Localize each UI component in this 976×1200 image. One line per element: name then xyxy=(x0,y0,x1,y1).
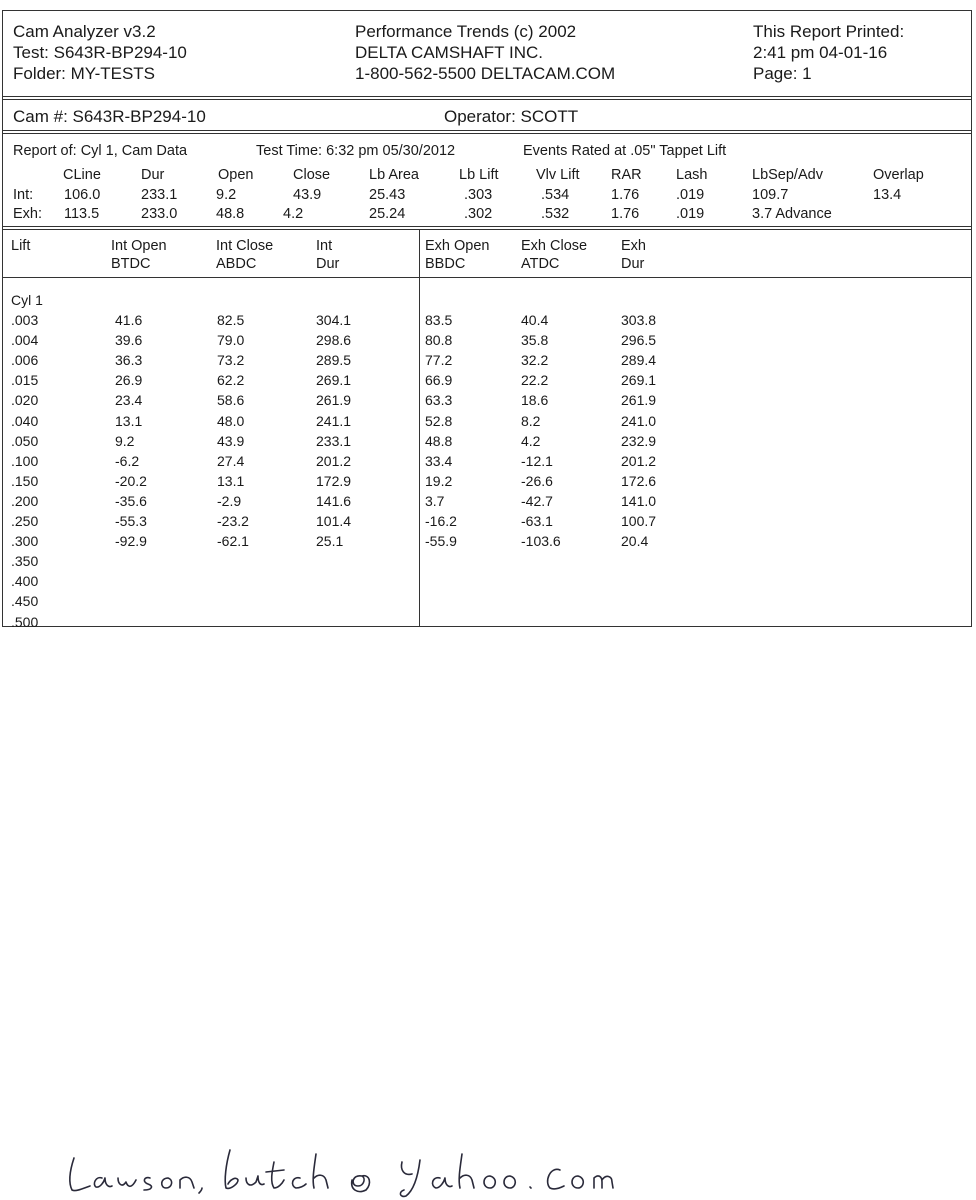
exh-dur: 233.0 xyxy=(141,206,178,222)
lift-cell: .100 xyxy=(11,452,39,469)
int-lbsep: 109.7 xyxy=(752,187,789,203)
int-lash: .019 xyxy=(676,187,705,203)
exh-dur-cell: 232.9 xyxy=(621,432,657,449)
exh-open-cell: -16.2 xyxy=(425,513,457,530)
int-dur-cell: 304.1 xyxy=(316,312,352,329)
int-dur-column xyxy=(316,290,351,551)
lift-cell: .050 xyxy=(11,432,39,449)
int-close-cell: 73.2 xyxy=(217,352,245,369)
test-name: Test: S643R-BP294-10 xyxy=(13,43,187,62)
int-open: 9.2 xyxy=(216,187,237,203)
header-int-dur-sub: Dur xyxy=(316,256,340,272)
int-close-cell: 13.1 xyxy=(217,472,245,489)
int-open-cell: 13.1 xyxy=(115,412,143,429)
exh-open-cell: 83.5 xyxy=(425,312,453,329)
int-dur-cell: 25.1 xyxy=(316,533,344,550)
exh-close-cell: 35.8 xyxy=(521,332,549,349)
exh-label: Exh: xyxy=(13,206,43,222)
int-close-cell: 62.2 xyxy=(217,372,245,389)
int-dur-cell: 298.6 xyxy=(316,332,352,349)
cam-number: Cam #: S643R-BP294-10 xyxy=(13,107,206,126)
exh-close: 4.2 xyxy=(283,206,304,222)
lift-column xyxy=(11,290,43,632)
header-int-open-sub: BTDC xyxy=(111,256,151,272)
header-exh-open: Exh Open xyxy=(425,238,490,254)
exh-close-cell: 8.2 xyxy=(521,412,541,429)
exh-close-cell: -12.1 xyxy=(521,452,553,469)
header-exh-close: Exh Close xyxy=(521,238,588,254)
cylinder-label: Cyl 1 xyxy=(11,292,43,308)
int-open-cell: -6.2 xyxy=(115,452,140,469)
header-exh-dur-sub: Dur xyxy=(621,256,645,272)
exh-open-cell: 33.4 xyxy=(425,452,453,469)
int-dur-cell: 233.1 xyxy=(316,432,352,449)
exh-close-cell: 4.2 xyxy=(521,432,541,449)
int-dur-cell: 201.2 xyxy=(316,452,352,469)
lift-cell: .350 xyxy=(11,553,39,570)
lift-cell: .020 xyxy=(11,392,39,409)
operator-name: Operator: SCOTT xyxy=(444,107,579,126)
exh-open-cell: 66.9 xyxy=(425,372,453,389)
lift-cell: .150 xyxy=(11,472,39,489)
exh-open-cell: 63.3 xyxy=(425,392,453,409)
summary-header-dur: Dur xyxy=(141,167,165,183)
cam-analyzer-report xyxy=(2,10,972,630)
int-cline: 106.0 xyxy=(64,187,101,203)
int-open-cell: 36.3 xyxy=(115,352,143,369)
int-close-cell: -62.1 xyxy=(217,533,249,550)
int-close-cell: 58.6 xyxy=(217,392,245,409)
int-close-cell: 27.4 xyxy=(217,452,245,469)
exh-close-column xyxy=(521,290,561,551)
int-dur-cell: 269.1 xyxy=(316,372,352,389)
exh-dur-cell: 303.8 xyxy=(621,312,657,329)
exh-open-cell: 19.2 xyxy=(425,472,453,489)
exh-dur-cell: 20.4 xyxy=(621,533,649,550)
program-name: Cam Analyzer v3.2 xyxy=(13,22,156,41)
lift-cell: .006 xyxy=(11,352,39,369)
int-dur-cell: 241.1 xyxy=(316,412,352,429)
int-open-cell: 41.6 xyxy=(115,312,143,329)
exh-dur-column xyxy=(621,290,656,551)
summary-header-vlv-lift: Vlv Lift xyxy=(536,167,580,183)
summary-header-lb-area: Lb Area xyxy=(369,167,419,183)
int-vlv-lift: .534 xyxy=(541,187,570,203)
header-lift: Lift xyxy=(11,238,31,254)
exh-rar: 1.76 xyxy=(611,206,640,222)
table-header-rule xyxy=(3,277,971,278)
int-close-cell: 79.0 xyxy=(217,332,245,349)
exh-open-column xyxy=(425,290,457,551)
handwritten-email-note xyxy=(60,1140,620,1200)
int-label: Int: xyxy=(13,187,34,203)
exh-close-cell: 22.2 xyxy=(521,372,549,389)
int-close-column xyxy=(217,290,249,551)
int-dur-cell: 141.6 xyxy=(316,492,352,509)
int-open-column xyxy=(115,290,147,551)
test-time: Test Time: 6:32 pm 05/30/2012 xyxy=(256,143,456,159)
summary-header-cline: CLine xyxy=(63,167,101,183)
printed-time: 2:41 pm 04-01-16 xyxy=(753,43,888,62)
exh-open: 48.8 xyxy=(216,206,245,222)
exh-close-cell: -103.6 xyxy=(521,533,561,550)
exh-open-cell: 77.2 xyxy=(425,352,453,369)
lift-cell: .040 xyxy=(11,412,39,429)
exh-close-cell: -63.1 xyxy=(521,513,553,530)
int-open-cell: 26.9 xyxy=(115,372,143,389)
int-lb-lift: .303 xyxy=(464,187,493,203)
int-rar: 1.76 xyxy=(611,187,640,203)
header-int-open: Int Open xyxy=(111,238,167,254)
summary-header-lb-lift: Lb Lift xyxy=(459,167,499,183)
exh-dur-cell: 100.7 xyxy=(621,513,657,530)
exh-dur-cell: 289.4 xyxy=(621,352,657,369)
int-dur-cell: 101.4 xyxy=(316,513,352,530)
lift-cell: .400 xyxy=(11,573,39,590)
exh-close-cell: 32.2 xyxy=(521,352,549,369)
lift-cell: .500 xyxy=(11,613,39,630)
int-overlap: 13.4 xyxy=(873,187,902,203)
int-open-cell: -92.9 xyxy=(115,533,147,550)
report-of: Report of: Cyl 1, Cam Data xyxy=(13,143,188,159)
summary-header-close: Close xyxy=(293,167,331,183)
header-int-dur: Int xyxy=(316,238,333,254)
exh-dur-cell: 201.2 xyxy=(621,452,657,469)
summary-section xyxy=(3,133,971,227)
events-rated: Events Rated at .05" Tappet Lift xyxy=(523,143,727,159)
exh-dur-cell: 141.0 xyxy=(621,492,657,509)
int-open-cell: -20.2 xyxy=(115,472,147,489)
summary-header-lash: Lash xyxy=(676,167,708,183)
exh-dur-cell: 296.5 xyxy=(621,332,657,349)
lift-table xyxy=(3,229,971,630)
summary-header-lbsep-adv: LbSep/Adv xyxy=(752,167,823,183)
exh-close-cell: -42.7 xyxy=(521,492,553,509)
int-open-cell: 9.2 xyxy=(115,432,135,449)
summary-header-overlap: Overlap xyxy=(873,167,924,183)
company-name: DELTA CAMSHAFT INC. xyxy=(355,43,543,62)
copyright-line: Performance Trends (c) 2002 xyxy=(355,22,577,41)
exh-close-cell: 40.4 xyxy=(521,312,549,329)
int-close-cell: 48.0 xyxy=(217,412,245,429)
lift-cell: .004 xyxy=(11,332,39,349)
int-open-cell: -55.3 xyxy=(115,513,147,530)
header-int-close-sub: ABDC xyxy=(216,256,257,272)
int-dur-cell: 172.9 xyxy=(316,472,352,489)
exh-advance: 3.7 Advance xyxy=(752,206,832,222)
int-open-cell: 23.4 xyxy=(115,392,143,409)
int-close: 43.9 xyxy=(293,187,322,203)
page-number: Page: 1 xyxy=(753,64,812,83)
exh-open-cell: -55.9 xyxy=(425,533,457,550)
header-exh-open-sub: BBDC xyxy=(425,256,466,272)
exh-close-cell: -26.6 xyxy=(521,472,553,489)
lift-cell: .450 xyxy=(11,593,39,610)
printed-label: This Report Printed: xyxy=(753,22,905,41)
lift-cell: .003 xyxy=(11,312,39,329)
int-close-cell: 82.5 xyxy=(217,312,245,329)
exh-dur-cell: 172.6 xyxy=(621,472,657,489)
exh-open-cell: 48.8 xyxy=(425,432,453,449)
folder-name: Folder: MY-TESTS xyxy=(13,64,156,83)
exh-open-cell: 3.7 xyxy=(425,492,445,509)
exh-close-cell: 18.6 xyxy=(521,392,549,409)
header-int-close: Int Close xyxy=(216,238,274,254)
int-lb-area: 25.43 xyxy=(369,187,406,203)
exh-dur-cell: 241.0 xyxy=(621,412,657,429)
int-dur: 233.1 xyxy=(141,187,178,203)
exh-lb-area: 25.24 xyxy=(369,206,406,222)
exh-dur-cell: 269.1 xyxy=(621,372,657,389)
int-close-cell: -23.2 xyxy=(217,513,249,530)
header-exh-close-sub: ATDC xyxy=(521,256,560,272)
exh-cline: 113.5 xyxy=(64,206,100,222)
table-divider xyxy=(419,230,420,626)
summary-header-rar: RAR xyxy=(611,167,642,183)
exh-lb-lift: .302 xyxy=(464,206,493,222)
int-open-cell: -35.6 xyxy=(115,492,147,509)
lift-cell: .200 xyxy=(11,492,39,509)
lift-cell: .015 xyxy=(11,372,39,389)
exh-vlv-lift: .532 xyxy=(541,206,570,222)
lift-cell: .250 xyxy=(11,513,39,530)
summary-header-open: Open xyxy=(218,167,254,183)
exh-open-cell: 80.8 xyxy=(425,332,453,349)
company-contact: 1-800-562-5500 DELTACAM.COM xyxy=(355,64,616,83)
int-dur-cell: 289.5 xyxy=(316,352,352,369)
lift-cell: .300 xyxy=(11,533,39,550)
cam-info-row xyxy=(3,99,971,131)
int-dur-cell: 261.9 xyxy=(316,392,352,409)
int-close-cell: 43.9 xyxy=(217,432,245,449)
int-open-cell: 39.6 xyxy=(115,332,143,349)
header-exh-dur: Exh xyxy=(621,238,646,254)
exh-lash: .019 xyxy=(676,206,705,222)
exh-open-cell: 52.8 xyxy=(425,412,453,429)
report-header xyxy=(3,11,971,97)
exh-dur-cell: 261.9 xyxy=(621,392,657,409)
int-close-cell: -2.9 xyxy=(217,492,242,509)
